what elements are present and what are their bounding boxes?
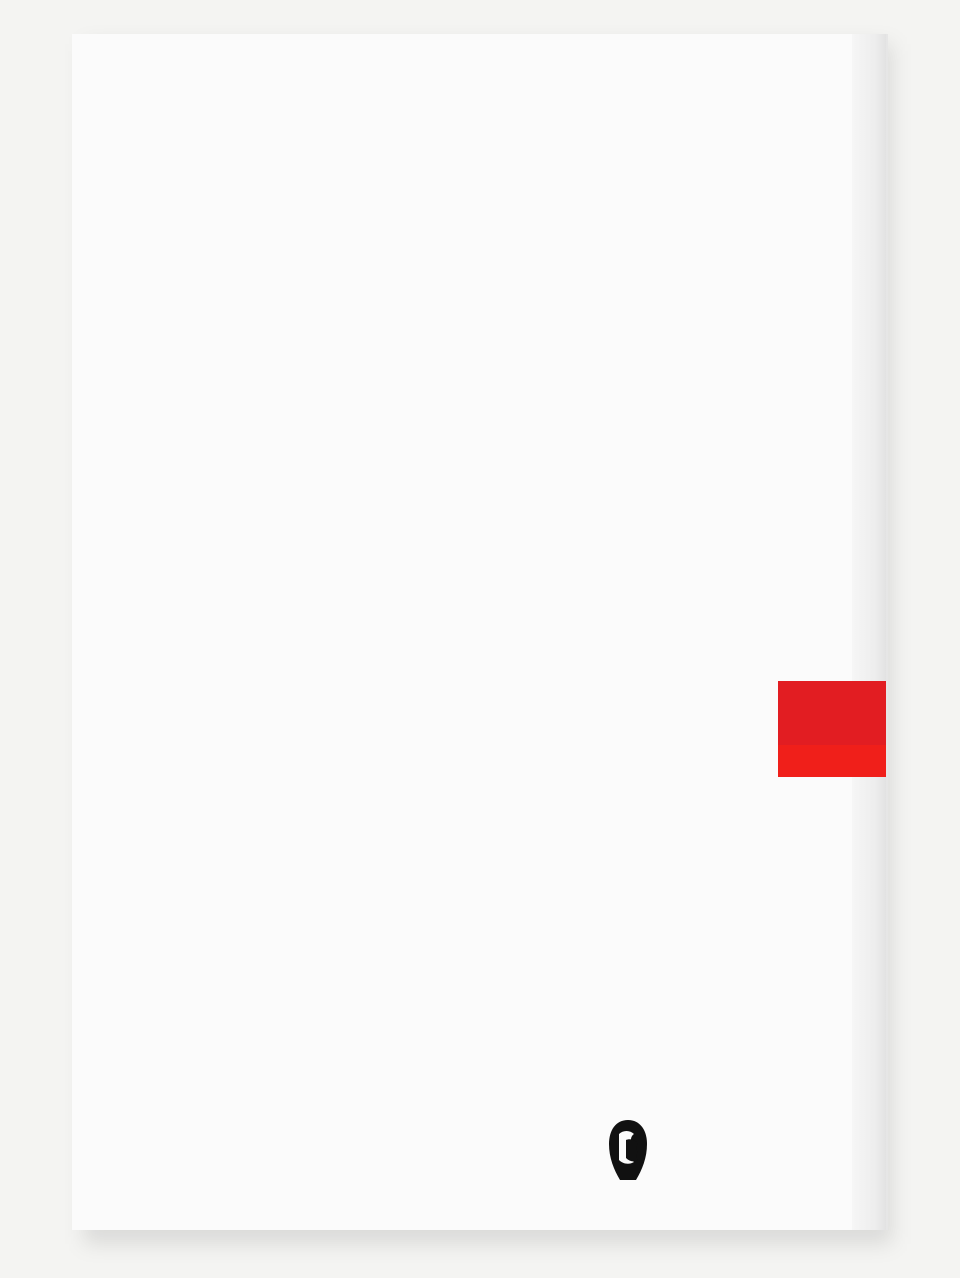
decorative-dots-middle [838,530,886,684]
publisher-faces-logo-icon [606,1118,650,1182]
publisher-logo [606,1118,756,1188]
red-accent-block [778,681,886,777]
quotes-section [148,607,768,632]
decorative-dots-top [728,34,886,164]
barcode-icon [186,1122,338,1190]
blurb [148,164,758,189]
book-back-cover [72,34,888,1230]
